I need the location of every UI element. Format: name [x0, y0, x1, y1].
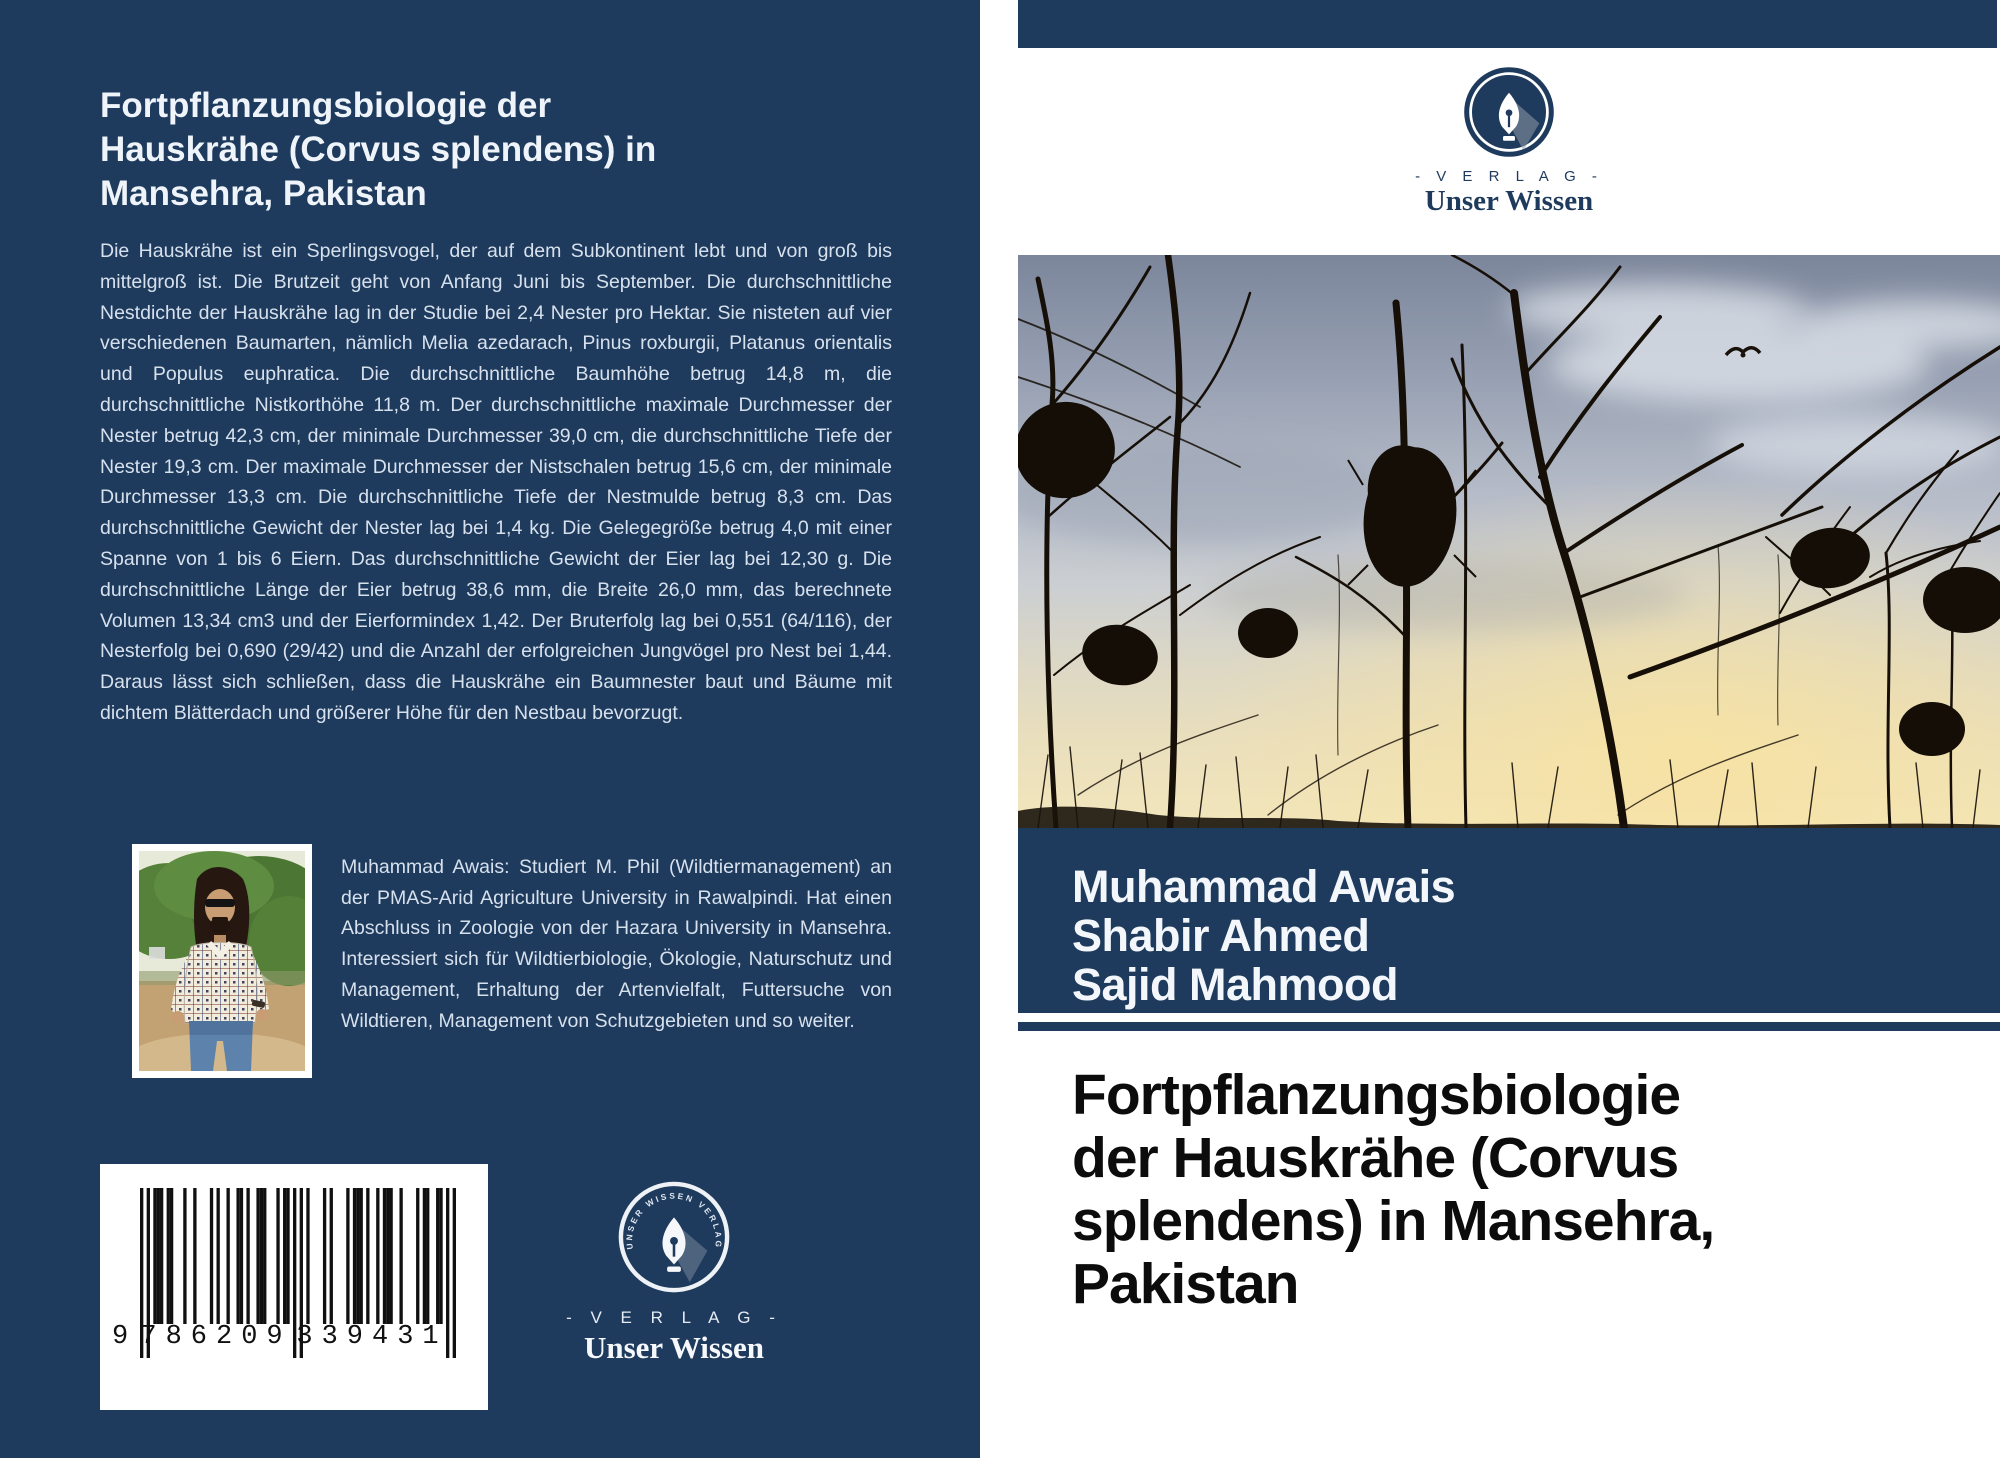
emblem-ring-text: UNSER WISSEN VERLAG	[624, 1190, 724, 1250]
publisher-logo-front	[1018, 48, 2000, 255]
barcode-lead-digit: 9	[112, 1322, 129, 1352]
publisher-emblem	[1461, 64, 1557, 160]
verlag-label: - V E R L A G -	[566, 1308, 782, 1327]
publisher-name: Unser Wissen	[1424, 185, 1594, 217]
cover-photo	[1018, 255, 2000, 828]
separator-line	[1018, 1022, 2000, 1031]
publisher-logo-back	[540, 1178, 808, 1366]
top-accent-bar	[1018, 0, 1997, 48]
barcode-group2: 339431	[296, 1322, 448, 1352]
verlag-label: - V E R L A G -	[1415, 168, 1603, 185]
back-title-line: Mansehra, Pakistan	[100, 174, 427, 213]
barcode-group1: 786209	[140, 1322, 292, 1352]
author-name: Shabir Ahmed	[1072, 910, 1370, 961]
front-title-line: splendens) in Mansehra,	[1072, 1189, 1715, 1253]
isbn-barcode	[100, 1164, 488, 1410]
back-title-line: Fortpflanzungsbiologie der	[100, 86, 552, 125]
publisher-name: Unser Wissen	[583, 1330, 765, 1365]
author-portrait	[132, 844, 312, 1078]
front-title-line: der Hauskrähe (Corvus	[1072, 1126, 1679, 1190]
author-names-band	[1018, 828, 2000, 1013]
front-cover-title	[1072, 1064, 1972, 1316]
back-cover-abstract: Die Hauskrähe ist ein Sperlingsvogel, der auf dem Subkontinent lebt und von groß bis mittelgroß ist. Die Brutzeit geht von Anfang Juni bis September. Die durchschnittliche Nestdichte der Hauskrähe lag in der Studie bei 2,4 Nester pro Hektar. Sie nisteten auf vier verschiedenen Baumarten, nämlich Melia azedarach, Pinus roxburgii, Platanus orientalis und Populus euphratica. Die durchschnittliche Baumhöhe betrug 14,8 m, die durchschnittliche Nistkorthöhe 11,8 m. Der durchschnittliche maximale Durchmesser der Nester betrug 42,3 cm, der minimale Durchmesser 39,0 cm, die durchschnittliche Tiefe der Nester 19,3 cm. Der maximale Durchmesser der Nistschalen betrug 15,6 cm, der minimale Durchmesser 13,3 cm. Die durchschnittliche Tiefe der Nestmulde betrug 8,3 cm. Das durchschnittliche Gewicht der Nester lag bei 1,4 kg. Die Gelegegröße betrug 4,0 mit einer Spanne von 1 bis 6 Eiern. Das durchschnittliche Gewicht der Eier lag bei 12,30 g. Die durchschnittliche Länge der Eier betrug 38,6 mm, die Breite 26,0 mm, das berechnete Volumen 13,34 cm3 und der Eierformindex 1,42. Der Bruterfolg lag bei 0,551 (64/116), der Nesterfolg bei 0,690 (29/42) und die Anzahl der erfolgreichen Jungvögel pro Nest bei 1,44. Daraus lässt sich schließen, dass die Hauskrähe ein Baumnester baut und Bäume mit dichtem Blätterdach und größerer Höhe für den Nestbau bevorzugt.	[100, 240, 892, 724]
back-cover	[0, 0, 980, 1458]
front-cover	[1018, 0, 2000, 1458]
front-title-line: Fortpflanzungsbiologie	[1072, 1063, 1681, 1127]
front-title-line: Pakistan	[1072, 1252, 1299, 1316]
back-title-line: Hauskrähe (Corvus splendens) in	[100, 130, 657, 169]
publisher-emblem	[615, 1178, 733, 1296]
author-portrait-illustration	[139, 851, 305, 1071]
back-cover-title	[100, 84, 920, 216]
sunglasses	[205, 899, 235, 907]
author-bio: Muhammad Awais: Studiert M. Phil (Wildtiermanagement) an der PMAS-Arid Agriculture University in Rawalpindi. Hat einen Abschluss in Zoologie von der Hazara University in Mansehra. Interessiert sich für Wildtierbiologie, Ökologie, Naturschutz und Management, Erhaltung der Artenvielfalt, Futtersuche von Wildtieren, Management von Schutzgebieten und so weiter.	[341, 856, 892, 1032]
author-name: Muhammad Awais	[1072, 861, 1456, 912]
trees-nests-photo-illustration	[1018, 255, 2000, 828]
author-name: Sajid Mahmood	[1072, 959, 1399, 1010]
